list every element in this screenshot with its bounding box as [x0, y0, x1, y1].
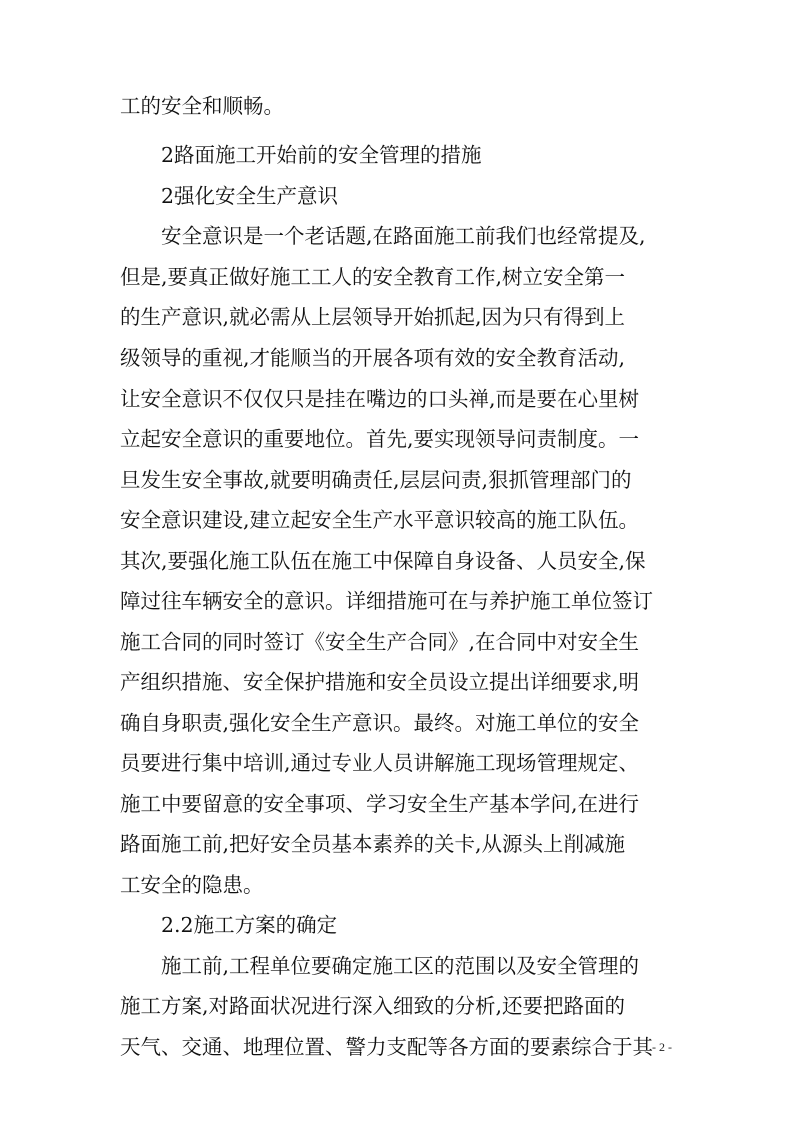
text-line: 员要进行集中培训,通过专业人员讲解施工现场管理规定、	[120, 751, 640, 775]
text-line: 立起安全意识的重要地位。首先,要实现领导问责制度。一	[120, 427, 640, 451]
text-line: 天气、交通、地理位置、警力支配等各方面的要素综合于其	[120, 1035, 653, 1059]
section-heading: 2路面施工开始前的安全管理的措施	[161, 143, 482, 167]
section-heading: 2.2施工方案的确定	[161, 913, 338, 937]
page-number: - 2 -	[652, 1040, 672, 1054]
text-line: 的生产意识,就必需从上层领导开始抓起,因为只有得到上	[120, 305, 626, 329]
text-line: 旦发生安全事故,就要明确责任,层层问责,狠抓管理部门的	[120, 468, 632, 492]
text-line: 路面施工前,把好安全员基本素养的关卡,从源头上削减施	[120, 832, 626, 856]
text-line: 工安全的隐患。	[120, 873, 264, 897]
text-line: 施工中要留意的安全事项、学习安全生产基本学问,在进行	[120, 792, 640, 816]
text-line: 其次,要强化施工队伍在施工中保障自身设备、人员安全,保	[120, 549, 646, 573]
text-line: 级领导的重视,才能顺当的开展各项有效的安全教育活动,	[120, 346, 626, 370]
text-line: 施工合同的同时签订《安全生产合同》,在合同中对安全生	[120, 630, 640, 654]
section-heading: 2强化安全生产意识	[161, 184, 339, 208]
text-line: 确自身职责,强化安全生产意识。最终。对施工单位的安全	[120, 711, 640, 735]
paragraph-first-line: 安全意识是一个老话题,在路面施工前我们也经常提及,	[161, 224, 646, 248]
text-line: 施工方案,对路面状况进行深入细致的分析,还要把路面的	[120, 994, 626, 1018]
text-line: 但是,要真正做好施工工人的安全教育工作,树立安全第一	[120, 265, 626, 289]
paragraph-first-line: 施工前,工程单位要确定施工区的范围以及安全管理的	[161, 954, 640, 978]
text-line: 产组织措施、安全保护措施和安全员设立提出详细要求,明	[120, 670, 640, 694]
text-line: 工的安全和顺畅。	[120, 94, 284, 118]
text-line: 安全意识建设,建立起安全生产水平意识较高的施工队伍。	[120, 508, 640, 532]
text-line: 让安全意识不仅仅只是挂在嘴边的口头禅,而是要在心里树	[120, 387, 640, 411]
text-line: 障过往车辆安全的意识。详细措施可在与养护施工单位签订	[120, 589, 653, 613]
